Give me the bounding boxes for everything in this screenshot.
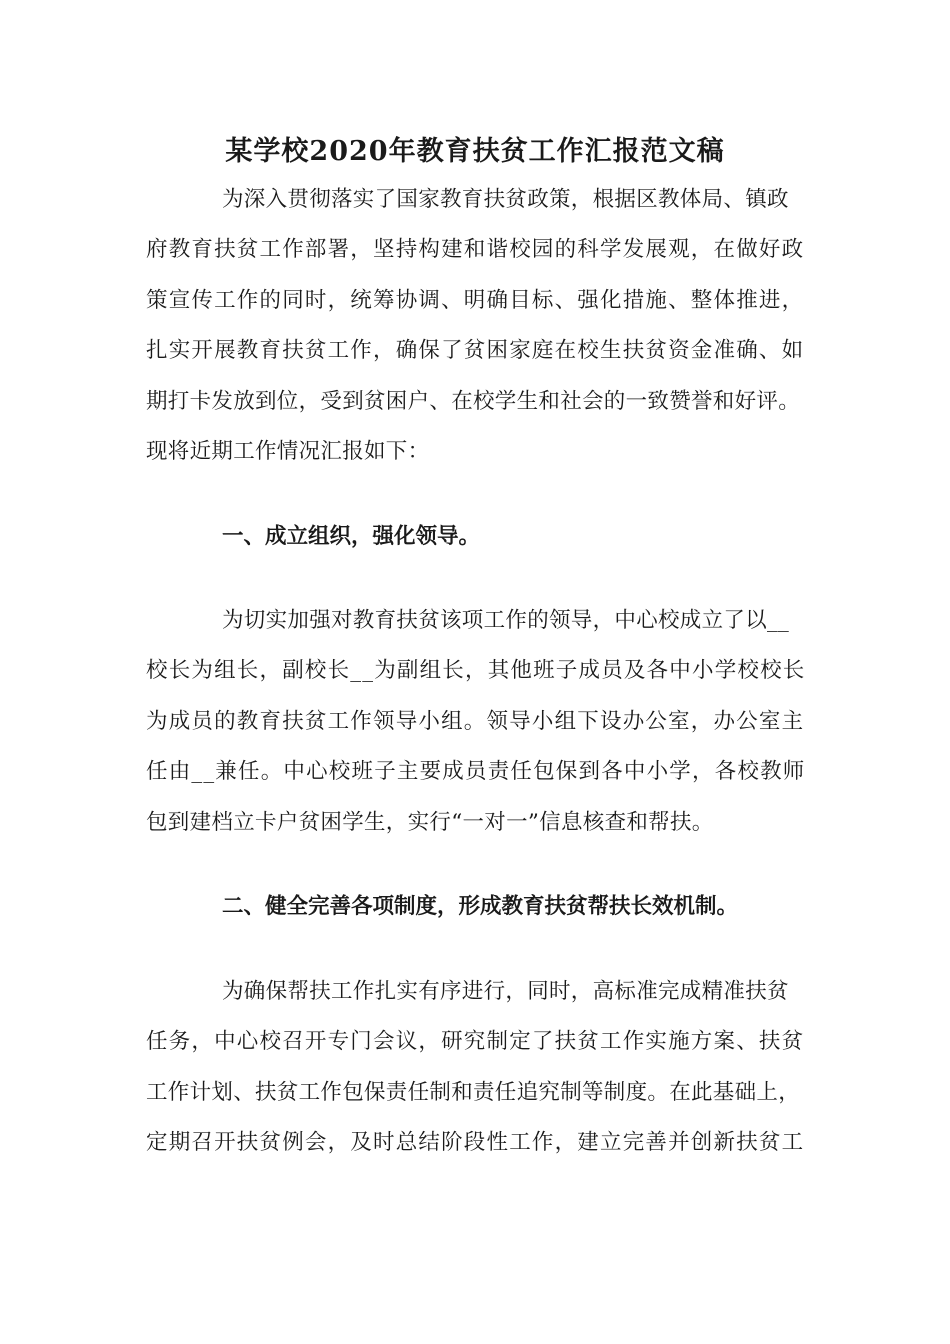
section1-line-1: 为切实加强对教育扶贫该项工作的领导，中心校成立了以__ [222, 608, 790, 633]
document-title: 某学校2020年教育扶贫工作汇报范文稿 [225, 136, 725, 167]
intro-line-5: 期打卡发放到位，受到贫困户、在校学生和社会的一致赞誉和好评。 [146, 389, 801, 414]
section1-line-3: 为成员的教育扶贫工作领导小组。领导小组下设办公室，办公室主 [146, 709, 805, 734]
section1-line-5: 包到建档立卡户贫困学生，实行“一对一”信息核查和帮扶。 [146, 810, 714, 835]
section2-line-4: 定期召开扶贫例会，及时总结阶段性工作，建立完善并创新扶贫工 [146, 1130, 805, 1155]
intro-line-6: 现将近期工作情况汇报如下： [146, 439, 430, 464]
section2-line-3: 工作计划、扶贫工作包保责任制和责任追究制等制度。在此基础上， [146, 1080, 801, 1105]
intro-line-2: 府教育扶贫工作部署，坚持构建和谐校园的科学发展观，在做好政 [146, 237, 805, 262]
section-heading-1: 一、成立组织，强化领导。 [222, 524, 481, 549]
intro-line-1: 为深入贯彻落实了国家教育扶贫政策，根据区教体局、镇政 [222, 187, 789, 212]
section1-line-4: 任由__兼任。中心校班子主要成员责任包保到各中小学，各校教师 [146, 759, 806, 784]
section2-line-2: 任务，中心校召开专门会议，研究制定了扶贫工作实施方案、扶贫 [146, 1029, 805, 1054]
section-heading-2: 二、健全完善各项制度，形成教育扶贫帮扶长效机制。 [222, 894, 739, 919]
section2-line-1: 为确保帮扶工作扎实有序进行，同时，高标准完成精准扶贫 [222, 979, 789, 1004]
intro-line-3: 策宣传工作的同时，统筹协调、明确目标、强化措施、整体推进， [146, 288, 805, 313]
intro-line-4: 扎实开展教育扶贫工作，确保了贫困家庭在校生扶贫资金准确、如 [146, 338, 805, 363]
section1-line-2: 校长为组长，副校长__为副组长，其他班子成员及各中小学校校长 [146, 658, 806, 683]
